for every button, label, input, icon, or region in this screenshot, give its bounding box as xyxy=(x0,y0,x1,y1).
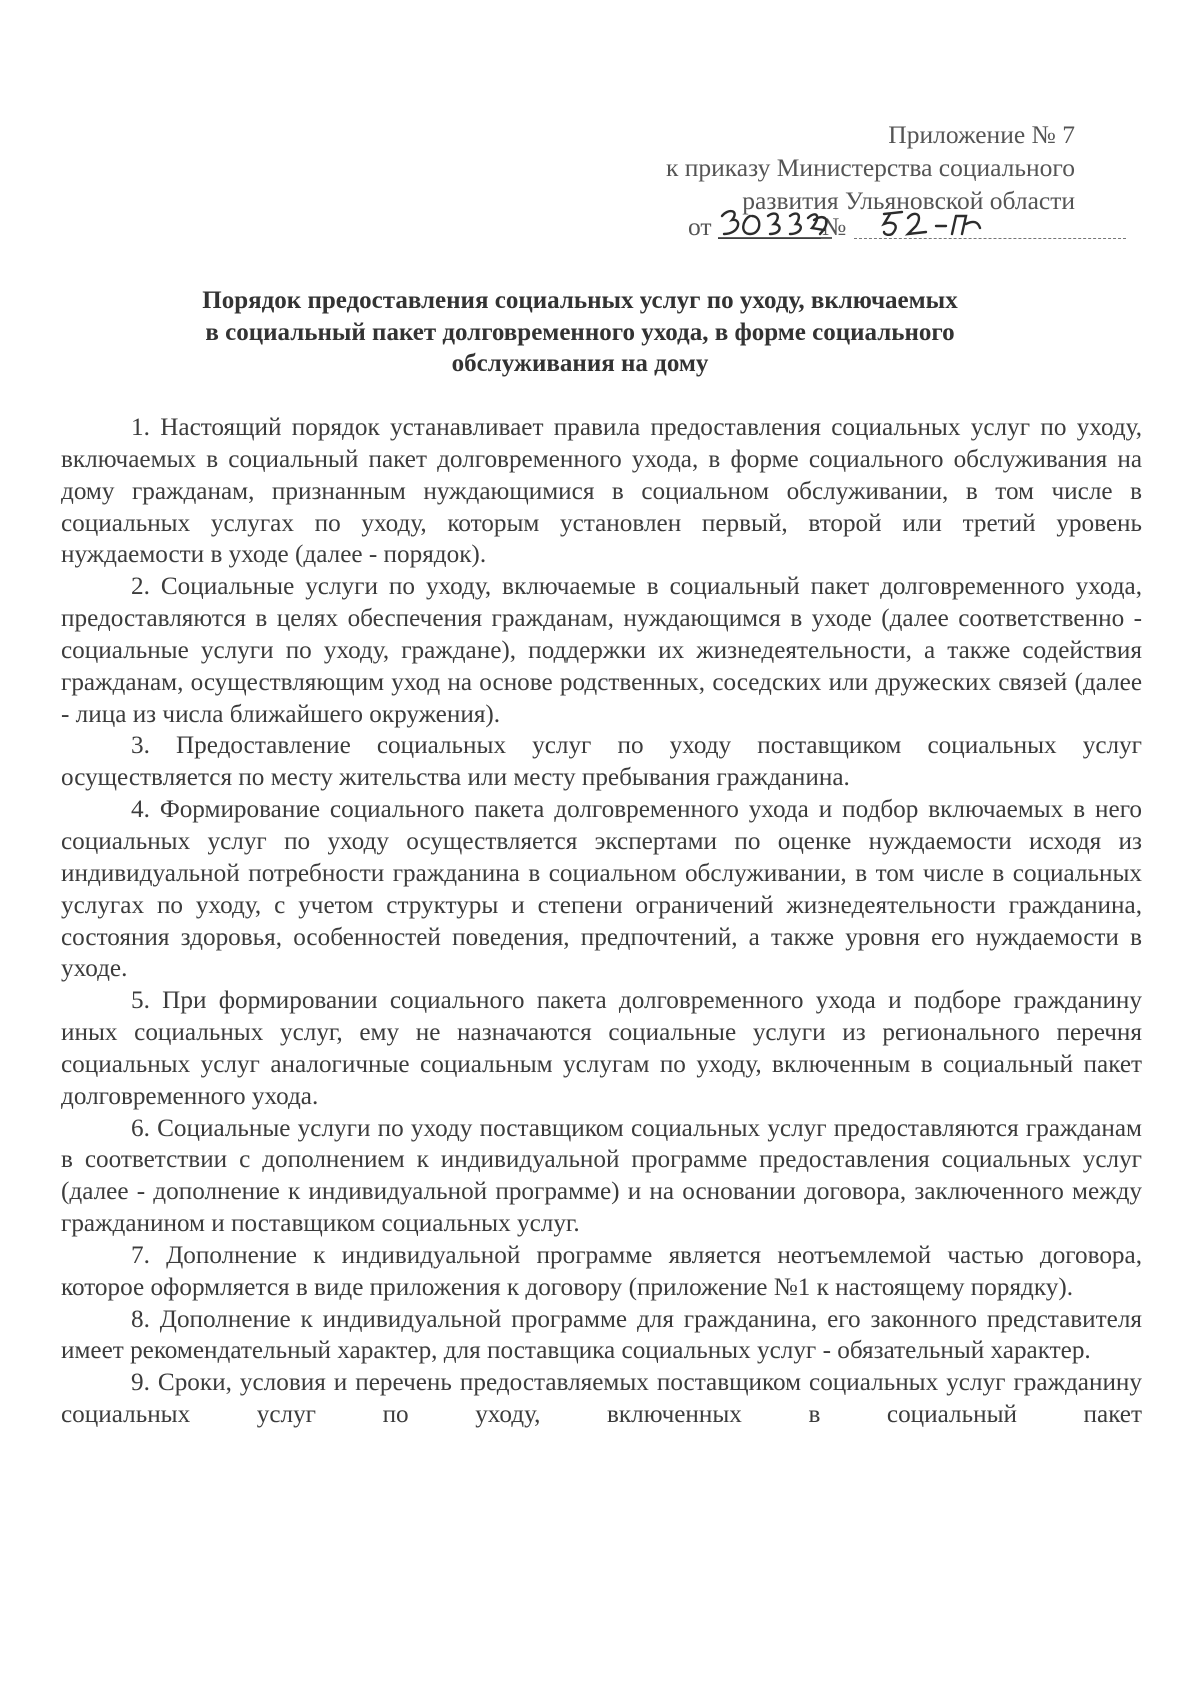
annex-header xyxy=(666,118,1075,217)
annex-order-ref: к приказу Министерства социального xyxy=(665,153,1075,182)
paragraph-9: 9. Сроки, условия и перечень предоставляемых поставщиком социальных услуг гражданину социальных услуг по уходу, включенных в социальный пакет xyxy=(61,1369,1142,1429)
paragraph-3: 3. Предоставление социальных услуг по уходу поставщиком социальных услуг осуществляется по месту жительства или месту пребывания гражданина. xyxy=(61,732,1142,792)
paragraph-8: 8. Дополнение к индивидуальной программе для гражданина, его законного представителя имеет рекомендательный характер, для поставщика социальных услуг - обязательный характер. xyxy=(61,1305,1142,1365)
paragraph-7: 7. Дополнение к индивидуальной программе является неотъемлемой частью договора, которое оформляется в виде приложения к договору (приложение №1 к настоящему порядку). xyxy=(61,1241,1142,1301)
annex-ministry: развития Ульяновской области xyxy=(742,186,1075,215)
paragraph-2: 2. Социальные услуги по уходу, включаемые в социальный пакет долговременного ухода, предоставляются в целях обеспечения гражданам, нуждающимся в уходе (далее соответственно - социальные услуги по уходу, граждане), поддержки их жизнедеятельности, а также содействия гражданам, осуществляющим уход на основе родственных, соседских или дружеских связей (далее - лица из числа ближайшего окружения). xyxy=(61,573,1142,728)
handwritten-date-signature xyxy=(716,204,834,244)
paragraph-1: 1. Настоящий порядок устанавливает правила предоставления социальных услуг по уходу, включаемых в социальный пакет долговременного ухода, в форме социального обслуживания на дому гражданам, признанным нуждающимися в социальном обслуживании, в том числе в социальных услугах по уходу, которым установлен первый, второй или третий уровень нуждаемости в уходе (далее - порядок). xyxy=(61,414,1142,569)
paragraph-6: 6. Социальные услуги по уходу поставщиком социальных услуг предоставляются гражданам в соответствии с дополнением к индивидуальной программе предоставления социальных услуг (далее - дополнение к индивидуальной программе) и на основании договора, заключенного между гражданином и поставщиком социальных услуг. xyxy=(61,1114,1142,1238)
document-body xyxy=(61,412,1142,1431)
title-line-1: Порядок предоставления социальных услуг по уходу, включаемых xyxy=(202,287,958,314)
paragraph-5: 5. При формировании социального пакета долговременного ухода и подборе гражданину иных социальных услуг, ему не назначаются социальные услуги из регионального перечня социальных услуг аналогичные социальным услугам по уходу, включенным в социальный пакет долговременного ухода. xyxy=(61,987,1142,1110)
annex-number: Приложение № 7 xyxy=(888,120,1075,149)
date-label: от xyxy=(688,212,712,241)
paragraph-4: 4. Формирование социального пакета долговременного ухода и подбор включаемых в него социальных услуг по уходу осуществляется экспертами по оценке нуждаемости исходя из индивидуальной потребности гражданина в социальном обслуживании, в том числе в социальных услугах по уходу, с учетом структуры и степени ограничений жизнедеятельности гражданина, состояния здоровья, особенностей поведения, предпочтений, а также уровня его нуждаемости в уходе. xyxy=(61,796,1142,983)
title-line-2: в социальный пакет долговременного ухода, в форме социального xyxy=(205,318,955,346)
title-line-3: обслуживания на дому xyxy=(451,350,709,377)
handwritten-number-signature xyxy=(880,204,984,244)
number-label: № xyxy=(822,212,847,241)
document-title xyxy=(150,285,1010,380)
